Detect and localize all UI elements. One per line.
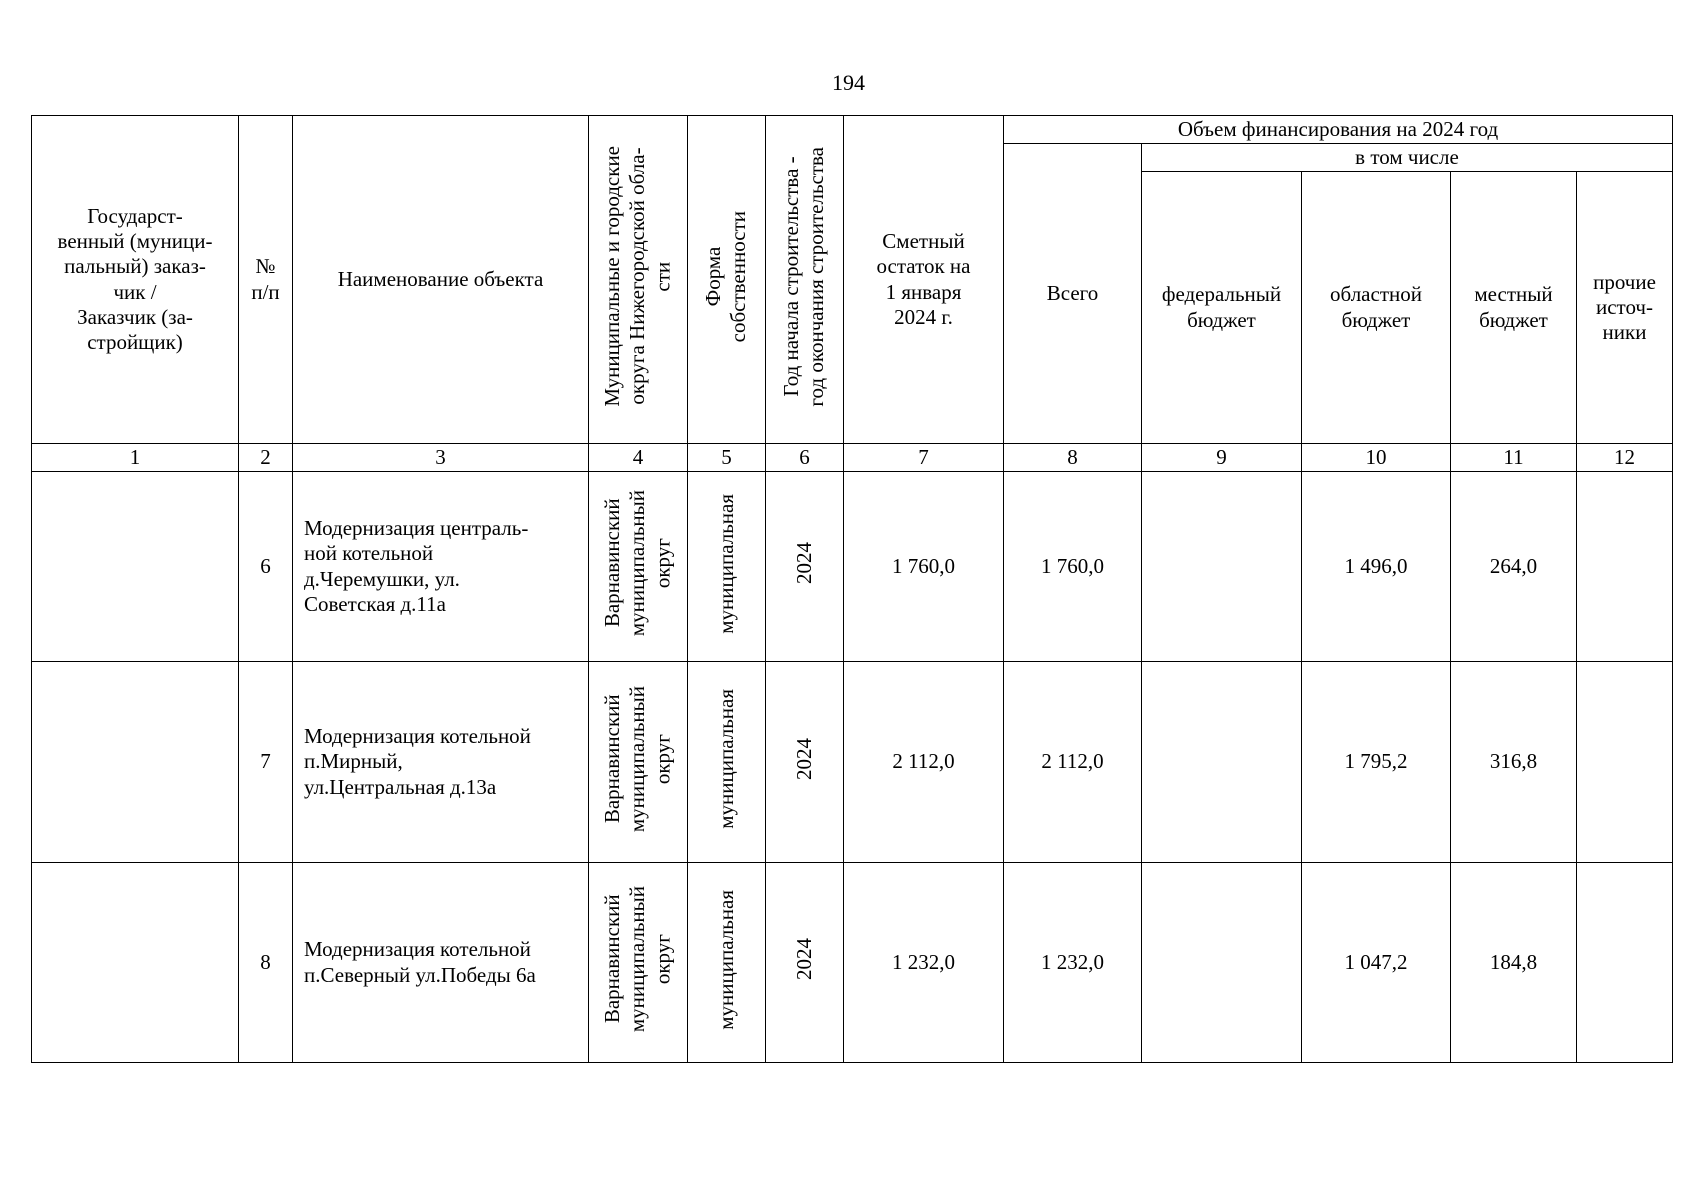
header-object-name: Наименование объекта [293,116,589,444]
cell-other [1577,472,1673,662]
column-number: 4 [589,444,688,472]
cell-total: 1 760,0 [1004,472,1142,662]
page-number: 194 [832,70,865,95]
header-customer: Государст- венный (муници- пальный) заказ- чик / Заказчик (за- стройщик) [32,116,239,444]
cell-year-text: 2024 [791,938,816,981]
cell-municipality [589,863,688,1063]
header-local: местный бюджет [1451,172,1577,444]
column-number-row [32,444,1673,472]
cell-local: 184,8 [1451,863,1577,1063]
cell-total: 1 232,0 [1004,863,1142,1063]
header-ownership [688,116,766,444]
column-number: 1 [32,444,239,472]
table-row [32,863,1673,1063]
table-row [32,472,1673,662]
header-years [766,116,844,444]
column-number: 10 [1302,444,1451,472]
cell-municipality-text: Варнавинский муниципальный округ [600,685,675,832]
header-municipality-text: Муниципальные и городские округа Нижегородской обла- сти [600,146,675,407]
header-regional: областной бюджет [1302,172,1451,444]
cell-balance: 1 232,0 [844,863,1004,1063]
column-number: 8 [1004,444,1142,472]
cell-federal [1142,863,1302,1063]
cell-customer [32,863,239,1063]
cell-local: 264,0 [1451,472,1577,662]
header-other: прочие источ- ники [1577,172,1673,444]
header-total: Всего [1004,144,1142,444]
header-municipality [589,116,688,444]
cell-regional: 1 795,2 [1302,662,1451,863]
cell-object-name: Модернизация котельной п.Северный ул.Победы 6а [293,863,589,1063]
cell-balance: 2 112,0 [844,662,1004,863]
cell-year-text: 2024 [791,542,816,585]
cell-customer [32,472,239,662]
header-ownership-text: Форма собственности [701,210,751,343]
column-number: 5 [688,444,766,472]
cell-ownership [688,472,766,662]
cell-object-name: Модернизация централь- ной котельной д.Черемушки, ул. Советская д.11а [293,472,589,662]
cell-municipality-text: Варнавинский муниципальный округ [600,490,675,637]
cell-municipality [589,472,688,662]
cell-federal [1142,662,1302,863]
cell-other [1577,662,1673,863]
cell-ownership-text: муниципальная [713,689,738,829]
cell-balance: 1 760,0 [844,472,1004,662]
cell-number: 7 [239,662,293,863]
column-number: 7 [844,444,1004,472]
cell-regional: 1 047,2 [1302,863,1451,1063]
cell-other [1577,863,1673,1063]
column-number: 9 [1142,444,1302,472]
header-years-text: Год начала строительства - год окончания строительства [779,146,829,407]
cell-federal [1142,472,1302,662]
cell-ownership [688,662,766,863]
header-federal: федеральный бюджет [1142,172,1302,444]
cell-number: 8 [239,863,293,1063]
cell-ownership-text: муниципальная [713,889,738,1030]
cell-municipality [589,662,688,863]
cell-municipality-text: Варнавинский муниципальный округ [600,886,675,1033]
column-number: 12 [1577,444,1673,472]
cell-year [766,472,844,662]
column-number: 11 [1451,444,1577,472]
cell-ownership [688,863,766,1063]
table-row [32,662,1673,863]
column-number: 2 [239,444,293,472]
cell-regional: 1 496,0 [1302,472,1451,662]
cell-object-name: Модернизация котельной п.Мирный, ул.Центральная д.13а [293,662,589,863]
header-number: № п/п [239,116,293,444]
cell-number: 6 [239,472,293,662]
column-number: 3 [293,444,589,472]
header-including: в том числе [1142,144,1673,172]
cell-year [766,863,844,1063]
header-financing-group: Объем финансирования на 2024 год [1004,116,1673,144]
financing-table [31,115,1673,1063]
header-estimated-balance: Сметный остаток на 1 января 2024 г. [844,116,1004,444]
cell-customer [32,662,239,863]
cell-year [766,662,844,863]
cell-local: 316,8 [1451,662,1577,863]
column-number: 6 [766,444,844,472]
cell-total: 2 112,0 [1004,662,1142,863]
cell-ownership-text: муниципальная [713,493,738,634]
cell-year-text: 2024 [791,737,816,780]
